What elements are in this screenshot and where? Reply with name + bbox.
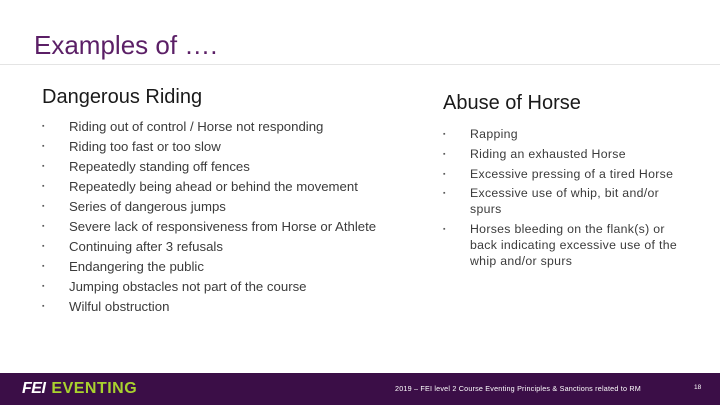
fei-eventing-logo <box>22 380 137 398</box>
list-item <box>42 139 382 155</box>
list-item-text: Excessive use of whip, bit and/or spurs <box>470 186 659 217</box>
list-item <box>443 167 693 183</box>
bullet-icon: ▪ <box>443 190 446 198</box>
footer-bar <box>0 373 720 405</box>
abuse-of-horse-heading: Abuse of Horse <box>443 92 581 114</box>
list-item <box>42 119 382 135</box>
list-item-text: Jumping obstacles not part of the course <box>69 278 307 294</box>
list-item <box>443 222 693 269</box>
bullet-icon: ▪ <box>443 150 446 158</box>
list-item-text: Wilful obstruction <box>69 298 170 314</box>
bullet-icon: ▪ <box>42 162 45 170</box>
bullet-icon: ▪ <box>42 302 45 310</box>
list-item-text: Repeatedly being ahead or behind the movement <box>69 178 358 194</box>
bullet-icon: ▪ <box>443 225 446 233</box>
bullet-icon: ▪ <box>42 262 45 270</box>
list-item <box>42 199 382 215</box>
list-item <box>42 219 382 235</box>
list-item <box>42 279 382 295</box>
list-item <box>42 259 382 275</box>
list-item <box>42 159 382 175</box>
dangerous-riding-column <box>42 86 382 319</box>
page-number: 18 <box>694 384 702 391</box>
list-item-text: Riding too fast or too slow <box>69 138 221 154</box>
bullet-icon: ▪ <box>42 202 45 210</box>
bullet-icon: ▪ <box>443 170 446 178</box>
list-item-text: Excessive pressing of a tired Horse <box>470 166 674 181</box>
bullet-icon: ▪ <box>42 222 45 230</box>
list-item-text: Rapping <box>470 127 518 141</box>
dangerous-riding-list <box>42 119 382 314</box>
list-item-text: Riding out of control / Horse not responding <box>69 119 324 134</box>
bullet-icon: ▪ <box>42 242 45 250</box>
list-item <box>443 127 693 143</box>
bullet-icon: ▪ <box>42 142 45 150</box>
slide-title: Examples of …. <box>34 30 218 60</box>
footer-caption: 2019 – FEI level 2 Course Eventing Principles & Sanctions related to RM <box>395 384 641 393</box>
list-item <box>443 147 693 163</box>
abuse-of-horse-list <box>443 127 693 269</box>
list-item-text: Endangering the public <box>69 258 204 274</box>
list-item-text: Continuing after 3 refusals <box>69 238 223 254</box>
list-item-text: Repeatedly standing off fences <box>69 158 250 174</box>
dangerous-riding-heading: Dangerous Riding <box>42 86 203 108</box>
list-item-text: Horses bleeding on the flank(s) or back indicating excessive use of the whip and/or spurs <box>470 221 677 268</box>
title-divider <box>0 64 720 65</box>
list-item <box>42 299 382 315</box>
list-item <box>42 179 382 195</box>
list-item-text: Severe lack of responsiveness from Horse or Athlete <box>69 218 377 234</box>
bullet-icon: ▪ <box>42 182 45 190</box>
list-item <box>443 186 693 218</box>
list-item-text: Riding an exhausted Horse <box>470 146 626 161</box>
bullet-icon: ▪ <box>42 282 45 290</box>
list-item-text: Series of dangerous jumps <box>69 198 226 214</box>
fei-logo-mark: FEI <box>22 380 46 397</box>
list-item <box>42 239 382 255</box>
bullet-icon: ▪ <box>443 131 446 138</box>
eventing-logo-text: EVENTING <box>51 380 138 397</box>
bullet-icon: ▪ <box>42 123 45 130</box>
abuse-of-horse-column <box>443 92 693 273</box>
